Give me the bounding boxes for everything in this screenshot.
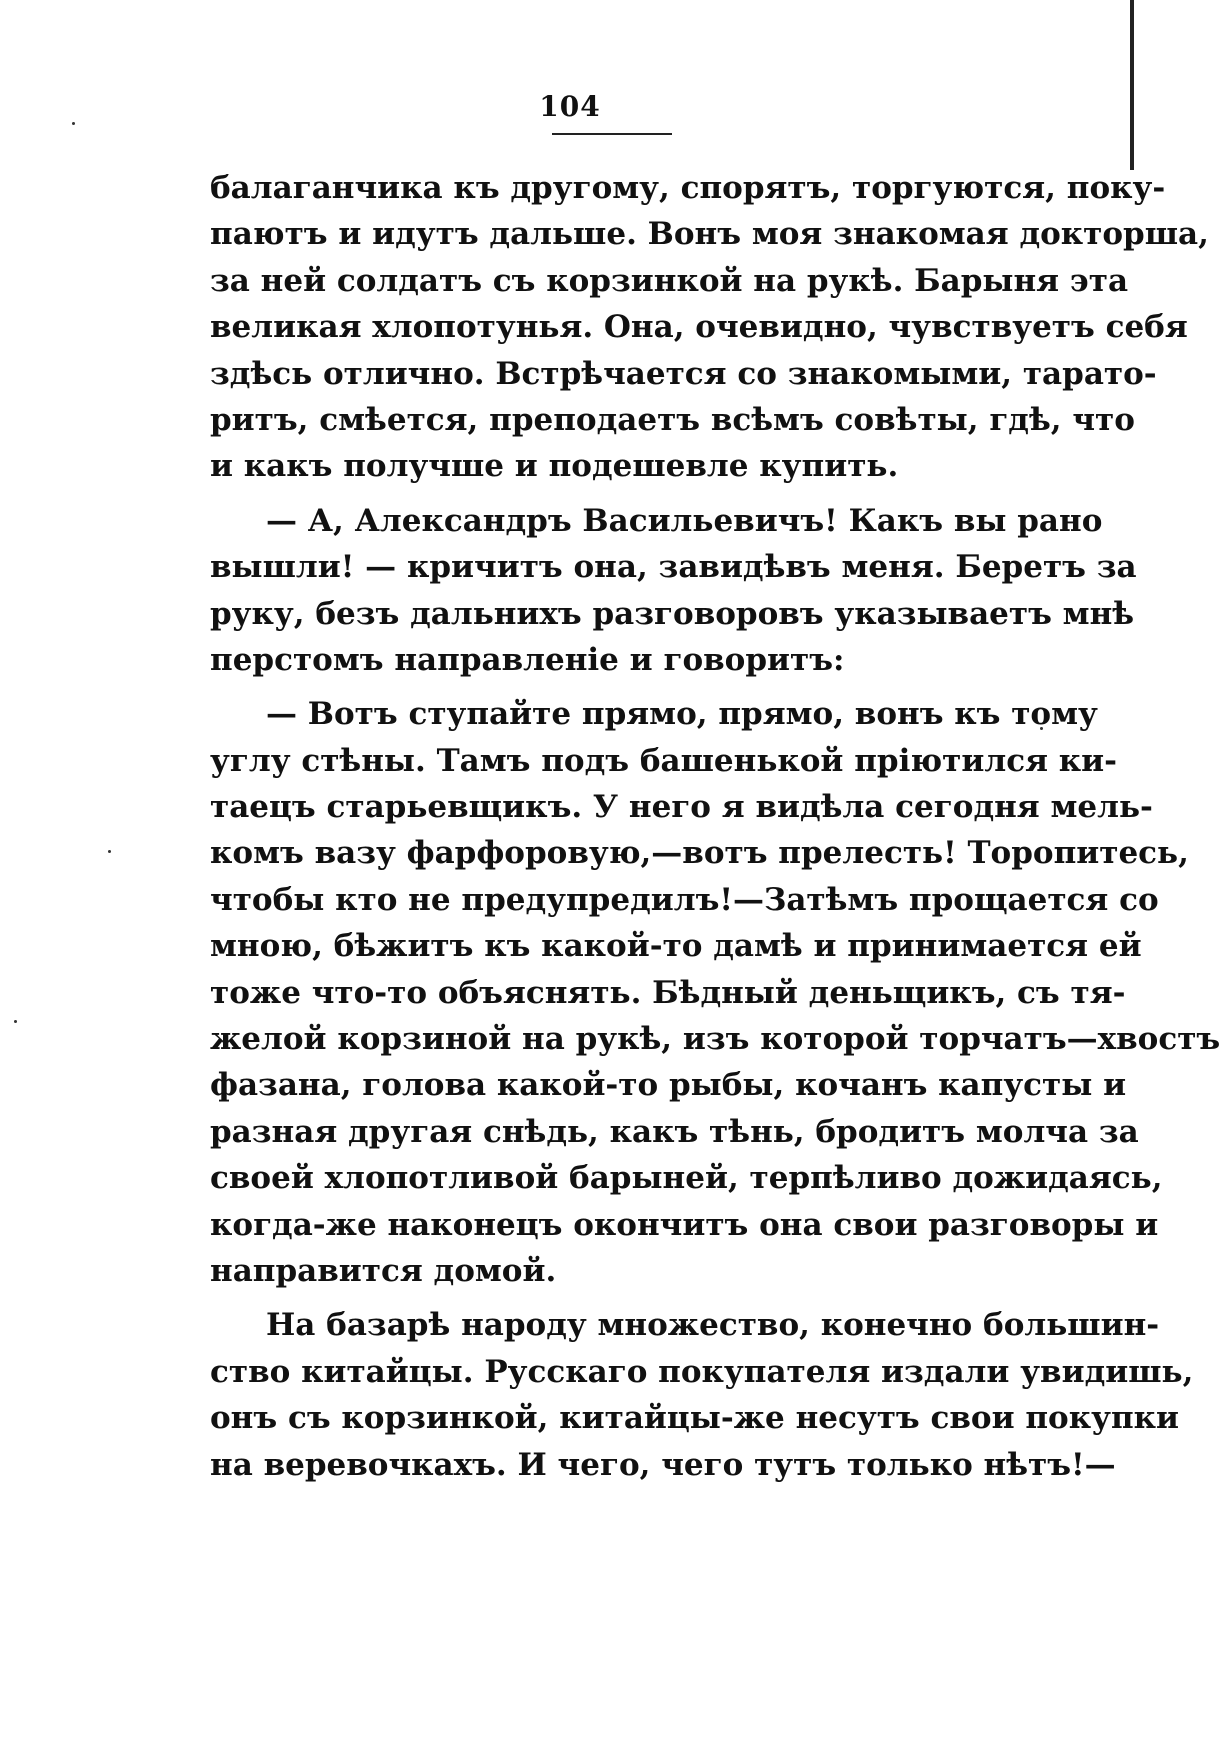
text-line: и какъ получше и подешевле купить. [210,448,899,485]
text-line: на веревочкахъ. И чего, чего тутъ только нѣтъ!— [210,1446,1116,1483]
text-line: фазана, голова какой-то рыбы, кочанъ капусты и [210,1067,1127,1104]
text-line: тоже что-то объяснять. Бѣдный деньщикъ, съ тя- [210,974,1126,1011]
text-line: На базарѣ народу множество, конечно большин- [266,1307,1160,1344]
text-line: чтобы кто не предупредилъ!—Затѣмъ прощается со [210,881,1159,918]
text-line: — А, Александръ Васильевичъ! Какъ вы рано [266,502,1103,539]
text-line: здѣсь отлично. Встрѣчается со знакомыми, тарато- [210,355,1157,392]
text-line: вышли! — кричитъ она, завидѣвъ меня. Беретъ за [210,549,1137,586]
text-line: желой корзиной на рукѣ, изъ которой торчатъ—хвостъ [210,1021,1220,1058]
text-line: паютъ и идутъ дальше. Вонъ моя знакомая докторша, [210,216,1209,253]
text-line: мною, бѣжитъ къ какой-то дамѣ и принимается ей [210,928,1142,965]
text-line: ство китайцы. Русскаго покупателя издали увидишь, [210,1353,1194,1390]
text-line: комъ вазу фарфоровую,—вотъ прелесть! Торопитесь, [210,835,1189,872]
text-line: таецъ старьевщикъ. У него я видѣла сегодня мель- [210,789,1153,826]
body-text [210,165,1220,1488]
text-line: разная другая снѣдь, какъ тѣнь, бродитъ молча за [210,1113,1139,1150]
text-line: перстомъ направленіе и говоритъ: [210,641,845,678]
paragraph-gap [210,1294,1020,1302]
text-line: онъ съ корзинкой, китайцы-же несутъ свои покупки [210,1400,1180,1437]
page-number: 104 [539,90,601,123]
paragraph-gap [210,490,1020,498]
text-line: ритъ, смѣется, преподаетъ всѣмъ совѣты, гдѣ, что [210,401,1135,438]
paper-speck [108,850,111,853]
text-line: направится домой. [210,1252,557,1289]
paragraph-gap [210,683,1020,691]
text-line: углу стѣны. Тамъ подъ башенькой пріютился ки- [210,742,1118,779]
text-line: когда-же наконецъ окончитъ она свои разговоры и [210,1206,1159,1243]
text-line: балаганчика къ другому, спорятъ, торгуются, поку- [210,170,1166,206]
page-number-rule [552,133,672,135]
text-line: своей хлопотливой барыней, терпѣливо дожидаясь, [210,1160,1163,1197]
text-line: за ней солдатъ съ корзинкой на рукѣ. Барыня эта [210,262,1129,299]
paper-speck [14,1020,17,1023]
text-line: — Вотъ ступайте прямо, прямо, вонъ къ тому [266,696,1098,733]
page-edge-shadow [1130,0,1134,170]
text-line: руку, безъ дальнихъ разговоровъ указываетъ мнѣ [210,595,1135,632]
text-line: великая хлопотунья. Она, очевидно, чувствуетъ себя [210,309,1188,346]
